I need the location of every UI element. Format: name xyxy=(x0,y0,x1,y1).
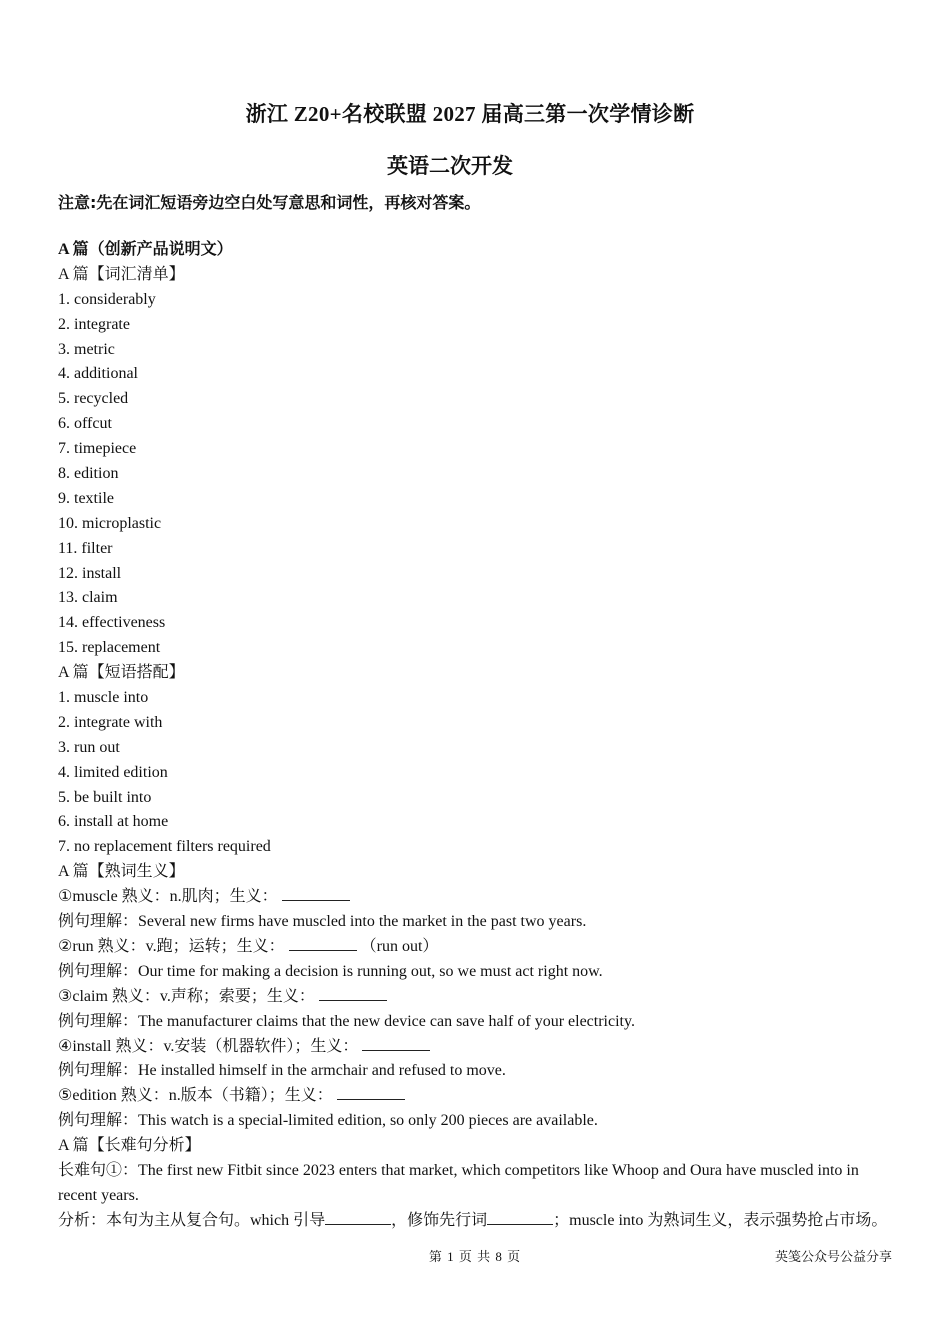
phrase-item: 7. no replacement filters required xyxy=(58,838,271,856)
vocab-item: 6. offcut xyxy=(58,415,112,433)
polysemy-item xyxy=(58,935,900,960)
example-sentence: 例句理解：Several new firms have muscled into the market in the past two years. xyxy=(58,913,587,931)
analysis-line xyxy=(58,1209,900,1234)
analysis-text: ，修饰先行词 xyxy=(391,1211,488,1229)
analysis-text: 分析：本句为主从复合句。which 引导 xyxy=(58,1211,326,1229)
answer-blank[interactable] xyxy=(487,1210,553,1225)
phrase-item: 5. be built into xyxy=(58,788,152,806)
polysemy-item xyxy=(58,1084,900,1109)
answer-blank[interactable] xyxy=(282,886,350,901)
polysemy-word: ③claim 熟义：v.声称；索要；生义： xyxy=(58,987,315,1005)
vocab-item: 9. textile xyxy=(58,489,114,507)
section-a xyxy=(58,238,900,1234)
answer-blank[interactable] xyxy=(319,986,387,1001)
long-sentence-heading: A 篇【长难句分析】 xyxy=(58,1137,201,1155)
answer-blank[interactable] xyxy=(289,936,357,951)
polysemy-hint: （run out） xyxy=(360,937,439,955)
vocab-item: 3. metric xyxy=(58,340,115,358)
vocab-item: 8. edition xyxy=(58,465,119,483)
vocab-item: 10. microplastic xyxy=(58,514,162,532)
section-heading: A 篇（创新产品说明文） xyxy=(58,241,233,258)
vocab-item: 2. integrate xyxy=(58,315,130,333)
vocab-item: 12. install xyxy=(58,564,122,582)
example-sentence: 例句理解：Our time for making a decision is running out, so we must act right now. xyxy=(58,962,603,980)
vocab-item: 4. additional xyxy=(58,365,138,383)
long-sentence: 长难句①：The first new Fitbit since 2023 enters that market, which competitors like Whoop and Oura have muscled into in recent years. xyxy=(58,1161,859,1204)
phrase-list xyxy=(58,686,900,860)
polysemy-item xyxy=(58,1035,900,1060)
polysemy-item xyxy=(58,985,900,1010)
polysemy-item xyxy=(58,885,900,910)
phrase-heading: A 篇【短语搭配】 xyxy=(58,664,185,682)
example-sentence: 例句理解：The manufacturer claims that the new device can save half of your electricity. xyxy=(58,1012,635,1030)
phrase-item: 4. limited edition xyxy=(58,763,168,781)
phrase-item: 2. integrate with xyxy=(58,713,163,731)
vocab-item: 7. timepiece xyxy=(58,440,137,458)
vocab-item: 15. replacement xyxy=(58,639,161,657)
polysemy-word: ①muscle 熟义：n.肌肉；生义： xyxy=(58,888,278,906)
document-title: 浙江 Z20+名校联盟 2027 届高三第一次学情诊断 xyxy=(245,102,695,126)
instruction-note: 注意:先在词汇短语旁边空白处写意思和词性，再核对答案。 xyxy=(58,193,481,212)
footer-source: 英笺公众号公益分享 xyxy=(774,1249,892,1264)
answer-blank[interactable] xyxy=(362,1036,430,1051)
polysemy-list xyxy=(58,885,900,1134)
phrase-item: 1. muscle into xyxy=(58,689,149,707)
vocab-item: 5. recycled xyxy=(58,390,129,408)
phrase-item: 6. install at home xyxy=(58,813,169,831)
example-sentence: 例句理解：This watch is a special-limited edition, so only 200 pieces are available. xyxy=(58,1112,598,1130)
vocab-heading: A 篇【词汇清单】 xyxy=(58,265,185,283)
answer-blank[interactable] xyxy=(325,1210,391,1225)
vocab-item: 1. considerably xyxy=(58,290,156,308)
example-sentence: 例句理解：He installed himself in the armchair and refused to move. xyxy=(58,1062,506,1080)
analysis-text: ；muscle into 为熟词生义，表示强势抢占市场。 xyxy=(553,1211,888,1229)
phrase-item: 3. run out xyxy=(58,738,120,756)
polysemy-heading: A 篇【熟词生义】 xyxy=(58,863,185,881)
polysemy-word: ④install 熟义：v.安装（机器软件）；生义： xyxy=(58,1037,359,1055)
vocab-item: 11. filter xyxy=(58,539,113,557)
vocab-list xyxy=(58,288,900,661)
polysemy-word: ⑤edition 熟义：n.版本（书籍）；生义： xyxy=(58,1087,333,1105)
vocab-item: 14. effectiveness xyxy=(58,614,166,632)
vocab-item: 13. claim xyxy=(58,589,118,607)
page-number: 第 1 页 共 8 页 xyxy=(428,1249,522,1264)
polysemy-word: ②run 熟义：v.跑；运转；生义： xyxy=(58,937,285,955)
document-subtitle: 英语二次开发 xyxy=(387,154,513,178)
answer-blank[interactable] xyxy=(337,1085,405,1100)
